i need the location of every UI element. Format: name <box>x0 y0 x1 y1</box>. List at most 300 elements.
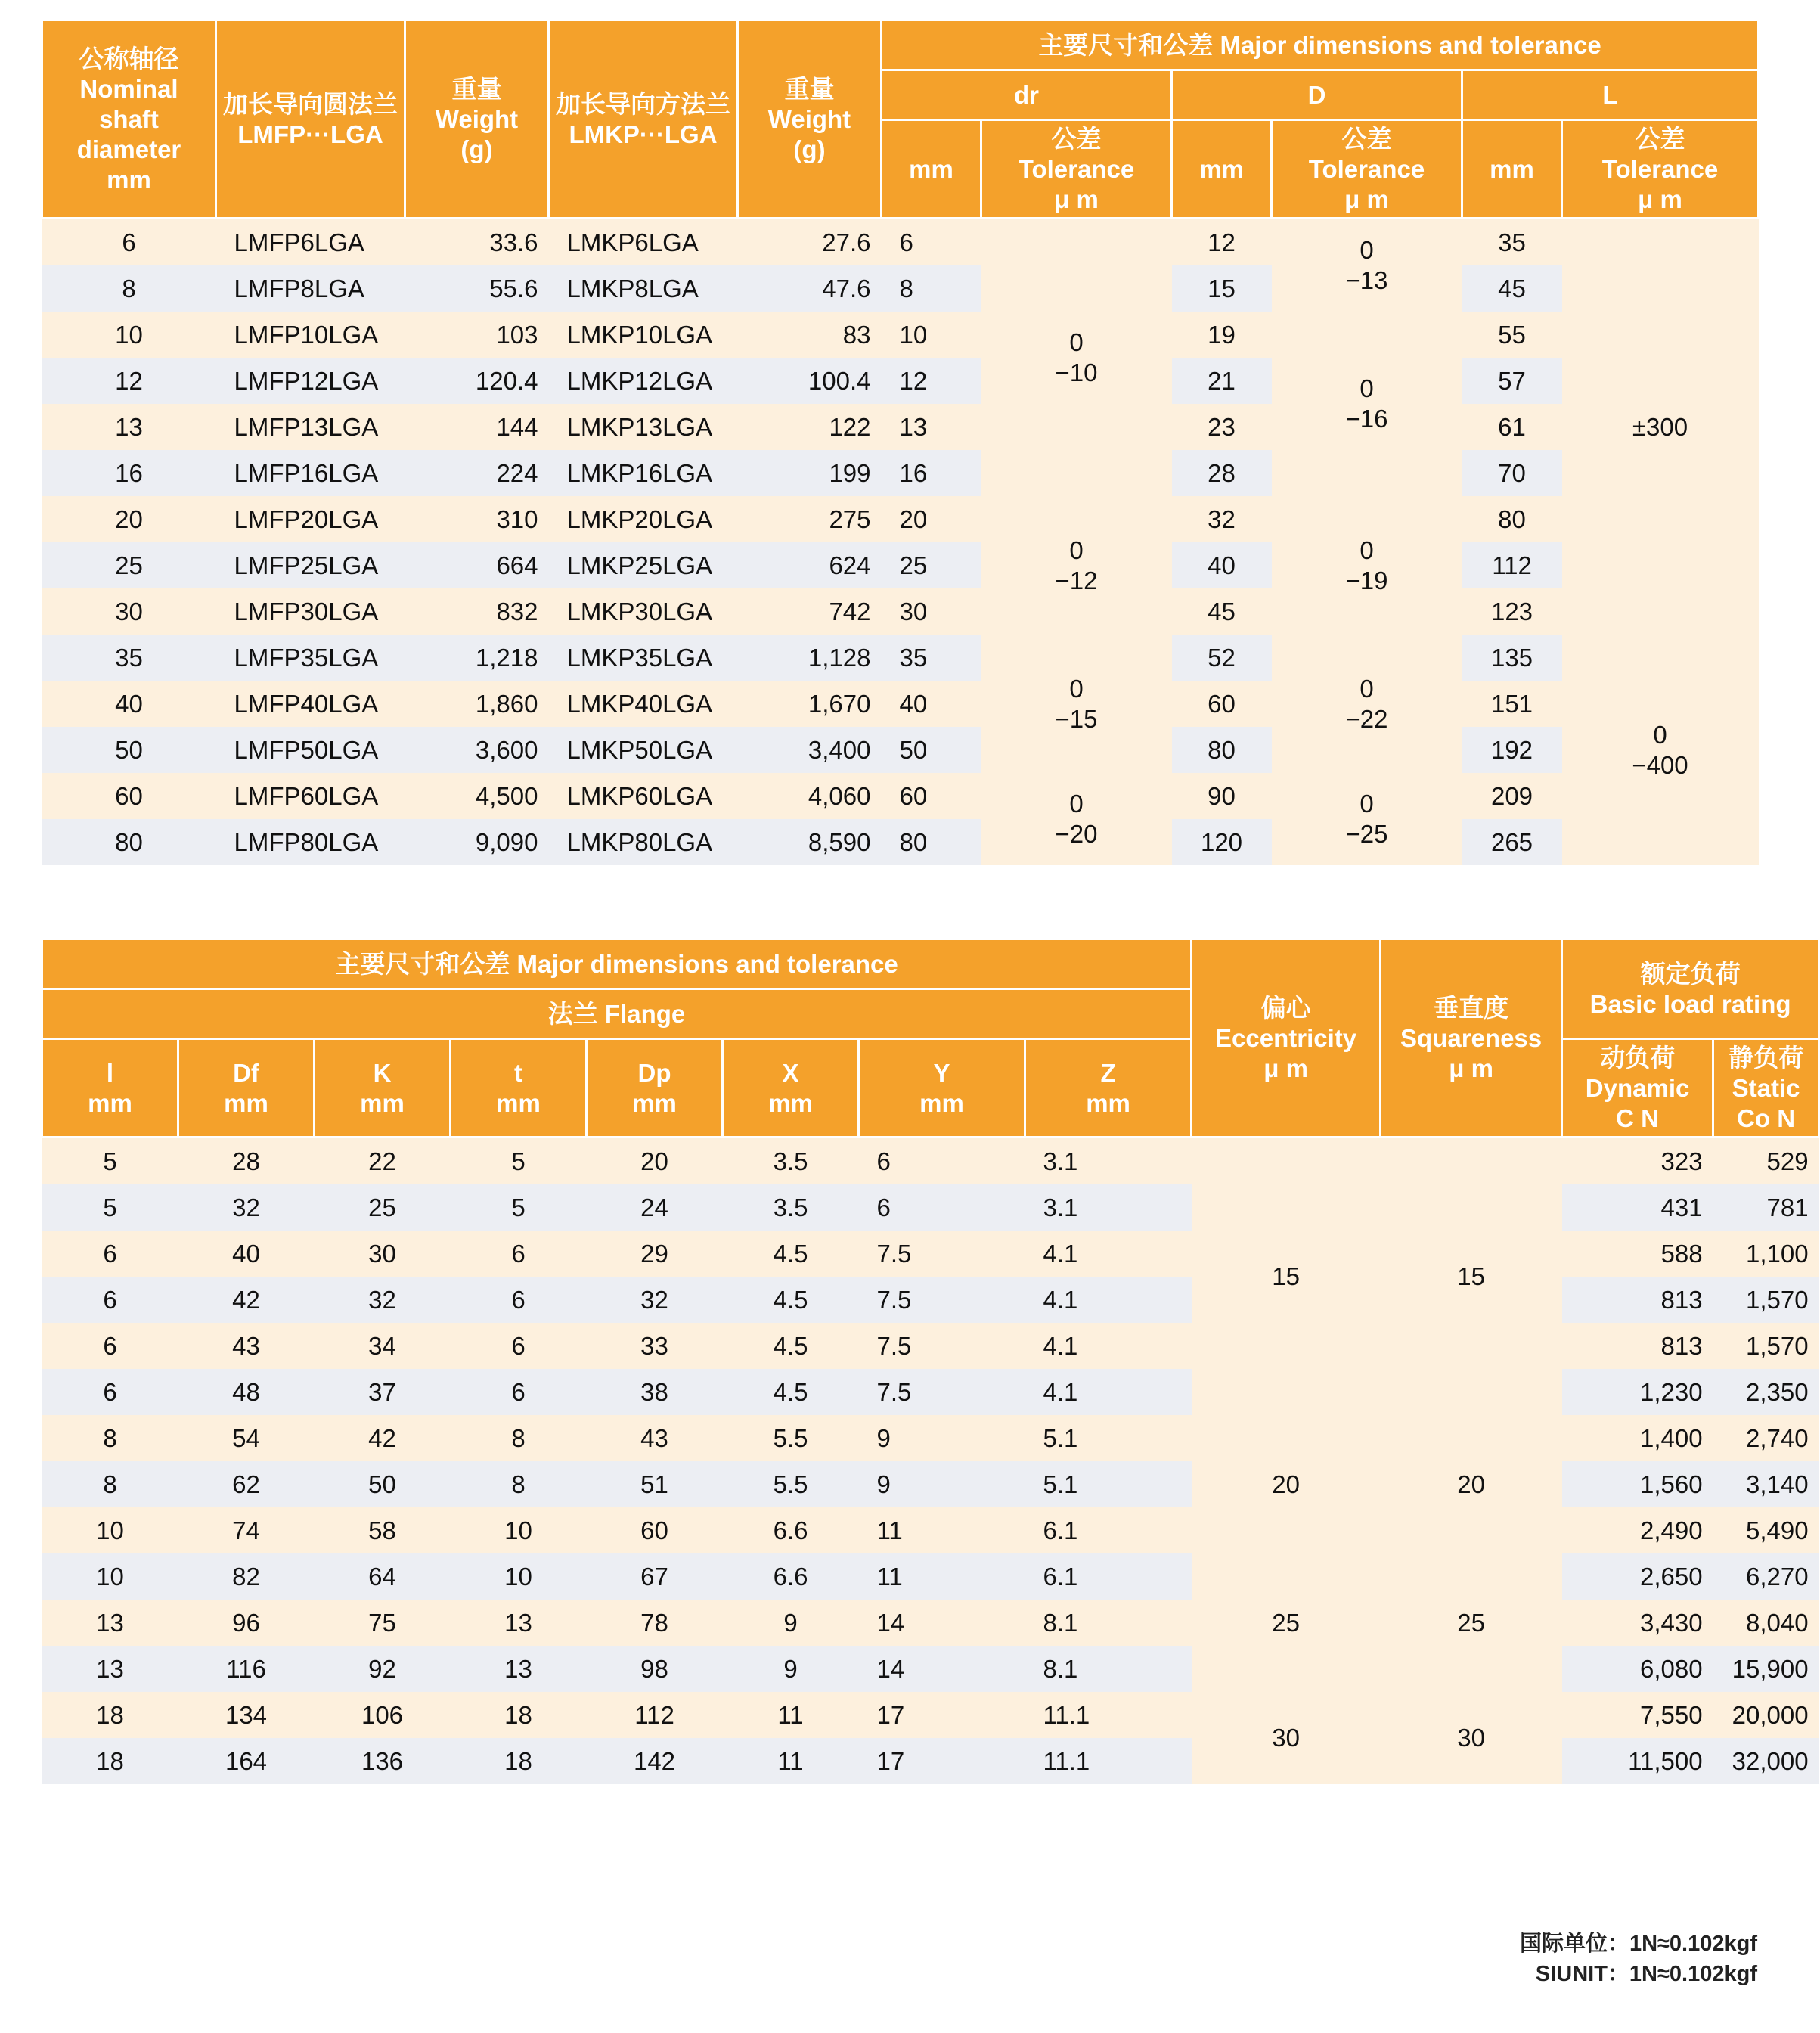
cell-Y: 14 <box>859 1600 1025 1646</box>
cell-Dp: 51 <box>587 1461 723 1507</box>
cell-weight-lmkp: 8,590 <box>738 819 882 865</box>
cell-Df: 74 <box>178 1507 315 1553</box>
cell-weight-lmkp: 1,670 <box>738 681 882 727</box>
cell-t: 10 <box>451 1507 587 1553</box>
squareness-group: 20 <box>1381 1415 1562 1553</box>
cell-t: 18 <box>451 1738 587 1784</box>
cell-dr: 8 <box>882 265 981 312</box>
cell-weight-lmfp: 120.4 <box>405 358 549 404</box>
cell-t: 10 <box>451 1553 587 1600</box>
cell-Df: 54 <box>178 1415 315 1461</box>
cell-weight-lmfp: 3,600 <box>405 727 549 773</box>
D-tolerance-group: 0 −25 <box>1272 773 1462 865</box>
cell-Dp: 98 <box>587 1646 723 1692</box>
cell-X: 5.5 <box>723 1461 859 1507</box>
table-row <box>42 450 1759 496</box>
L-tolerance-group: ±300 <box>1562 219 1759 635</box>
header-Dp: Dp mm <box>587 1039 723 1138</box>
header-L: L <box>1462 70 1759 120</box>
cell-Y: 6 <box>859 1138 1025 1185</box>
cell-Df: 28 <box>178 1138 315 1185</box>
header-lmkp-model: 加长导向方法兰 LMKP···LGA <box>549 20 738 219</box>
cell-D: 12 <box>1172 219 1272 266</box>
cell-L: 265 <box>1462 819 1562 865</box>
cell-Y: 6 <box>859 1184 1025 1231</box>
cell-lmfp: LMFP20LGA <box>216 496 405 542</box>
cell-K: 64 <box>315 1553 451 1600</box>
cell-static: 1,570 <box>1713 1323 1819 1369</box>
cell-dynamic: 1,230 <box>1562 1369 1713 1415</box>
cell-weight-lmkp: 122 <box>738 404 882 450</box>
table-row <box>42 496 1759 542</box>
header-static-load: 静负荷 Static Co N <box>1713 1039 1819 1138</box>
eccentricity-group: 30 <box>1192 1692 1381 1784</box>
cell-lmfp: LMFP16LGA <box>216 450 405 496</box>
D-tolerance-group: 0 −22 <box>1272 635 1462 773</box>
table-row <box>42 635 1759 681</box>
cell-L: 61 <box>1462 404 1562 450</box>
header-Z: Z mm <box>1025 1039 1192 1138</box>
cell-weight-lmfp: 664 <box>405 542 549 588</box>
cell-nominal: 10 <box>42 312 216 358</box>
cell-lmkp: LMKP16LGA <box>549 450 738 496</box>
cell-Dp: 43 <box>587 1415 723 1461</box>
cell-Df: 48 <box>178 1369 315 1415</box>
cell-D: 60 <box>1172 681 1272 727</box>
cell-D: 19 <box>1172 312 1272 358</box>
cell-X: 9 <box>723 1600 859 1646</box>
cell-Df: 134 <box>178 1692 315 1738</box>
cell-nominal: 6 <box>42 219 216 266</box>
cell-Y: 9 <box>859 1461 1025 1507</box>
cell-K: 75 <box>315 1600 451 1646</box>
cell-weight-lmkp: 624 <box>738 542 882 588</box>
cell-dr: 6 <box>882 219 981 266</box>
cell-t: 5 <box>451 1138 587 1185</box>
header-D-tolerance: 公差 Tolerance μ m <box>1272 120 1462 219</box>
cell-Z: 5.1 <box>1025 1461 1192 1507</box>
cell-D: 23 <box>1172 404 1272 450</box>
cell-l: 13 <box>42 1646 178 1692</box>
cell-L: 80 <box>1462 496 1562 542</box>
cell-static: 20,000 <box>1713 1692 1819 1738</box>
cell-t: 6 <box>451 1231 587 1277</box>
cell-X: 4.5 <box>723 1231 859 1277</box>
cell-dynamic: 2,490 <box>1562 1507 1713 1553</box>
cell-weight-lmfp: 224 <box>405 450 549 496</box>
cell-static: 1,570 <box>1713 1277 1819 1323</box>
cell-t: 8 <box>451 1461 587 1507</box>
cell-lmkp: LMKP25LGA <box>549 542 738 588</box>
cell-K: 106 <box>315 1692 451 1738</box>
cell-l: 6 <box>42 1277 178 1323</box>
cell-dynamic: 813 <box>1562 1277 1713 1323</box>
cell-static: 2,740 <box>1713 1415 1819 1461</box>
cell-static: 1,100 <box>1713 1231 1819 1277</box>
cell-D: 120 <box>1172 819 1272 865</box>
cell-D: 45 <box>1172 588 1272 635</box>
cell-Dp: 29 <box>587 1231 723 1277</box>
cell-Z: 3.1 <box>1025 1184 1192 1231</box>
cell-lmkp: LMKP40LGA <box>549 681 738 727</box>
cell-lmkp: LMKP6LGA <box>549 219 738 266</box>
cell-dr: 35 <box>882 635 981 681</box>
table-row <box>42 773 1759 819</box>
cell-Df: 43 <box>178 1323 315 1369</box>
cell-dr: 12 <box>882 358 981 404</box>
dr-tolerance-group: 0 −12 <box>981 496 1172 635</box>
cell-dynamic: 323 <box>1562 1138 1713 1185</box>
cell-t: 6 <box>451 1277 587 1323</box>
cell-Z: 8.1 <box>1025 1646 1192 1692</box>
cell-nominal: 25 <box>42 542 216 588</box>
cell-K: 136 <box>315 1738 451 1784</box>
cell-l: 10 <box>42 1507 178 1553</box>
cell-X: 4.5 <box>723 1323 859 1369</box>
cell-D: 52 <box>1172 635 1272 681</box>
cell-weight-lmkp: 1,128 <box>738 635 882 681</box>
cell-dynamic: 2,650 <box>1562 1553 1713 1600</box>
cell-nominal: 35 <box>42 635 216 681</box>
cell-X: 6.6 <box>723 1553 859 1600</box>
cell-dynamic: 1,400 <box>1562 1415 1713 1461</box>
cell-static: 8,040 <box>1713 1600 1819 1646</box>
header-dr: dr <box>882 70 1172 120</box>
cell-Dp: 24 <box>587 1184 723 1231</box>
cell-t: 18 <box>451 1692 587 1738</box>
cell-static: 5,490 <box>1713 1507 1819 1553</box>
cell-X: 3.5 <box>723 1184 859 1231</box>
cell-X: 3.5 <box>723 1138 859 1185</box>
table-row <box>42 1692 1819 1738</box>
table-row <box>42 312 1759 358</box>
cell-X: 5.5 <box>723 1415 859 1461</box>
squareness-group: 15 <box>1381 1138 1562 1416</box>
cell-t: 6 <box>451 1323 587 1369</box>
cell-weight-lmfp: 310 <box>405 496 549 542</box>
cell-Df: 42 <box>178 1277 315 1323</box>
footnote-line-si: SIUNIT：1N≈0.102kgf <box>1535 1962 1757 1986</box>
cell-dr: 40 <box>882 681 981 727</box>
table-row <box>42 1553 1819 1600</box>
cell-weight-lmfp: 144 <box>405 404 549 450</box>
header-major-dimensions-2: 主要尺寸和公差 Major dimensions and tolerance <box>42 939 1192 989</box>
cell-X: 11 <box>723 1738 859 1784</box>
cell-L: 209 <box>1462 773 1562 819</box>
cell-weight-lmfp: 832 <box>405 588 549 635</box>
cell-Z: 11.1 <box>1025 1738 1192 1784</box>
cell-lmfp: LMFP60LGA <box>216 773 405 819</box>
cell-Y: 7.5 <box>859 1277 1025 1323</box>
header-X: X mm <box>723 1039 859 1138</box>
cell-dynamic: 813 <box>1562 1323 1713 1369</box>
cell-weight-lmkp: 742 <box>738 588 882 635</box>
cell-K: 30 <box>315 1231 451 1277</box>
cell-dr: 13 <box>882 404 981 450</box>
cell-Y: 11 <box>859 1507 1025 1553</box>
cell-lmfp: LMFP80LGA <box>216 819 405 865</box>
header-major-dimensions: 主要尺寸和公差 Major dimensions and tolerance <box>882 20 1759 70</box>
cell-weight-lmkp: 3,400 <box>738 727 882 773</box>
cell-D: 15 <box>1172 265 1272 312</box>
cell-X: 6.6 <box>723 1507 859 1553</box>
cell-Z: 8.1 <box>1025 1600 1192 1646</box>
squareness-group: 30 <box>1381 1692 1562 1784</box>
cell-lmfp: LMFP50LGA <box>216 727 405 773</box>
cell-Z: 11.1 <box>1025 1692 1192 1738</box>
cell-l: 8 <box>42 1461 178 1507</box>
cell-l: 13 <box>42 1600 178 1646</box>
header-squareness: 垂直度 Squareness μ m <box>1381 939 1562 1138</box>
cell-X: 4.5 <box>723 1277 859 1323</box>
cell-weight-lmkp: 275 <box>738 496 882 542</box>
cell-Y: 9 <box>859 1415 1025 1461</box>
dr-tolerance-group: 0 −20 <box>981 773 1172 865</box>
cell-lmfp: LMFP6LGA <box>216 219 405 266</box>
dr-tolerance-group: 0 −10 <box>981 219 1172 497</box>
cell-D: 21 <box>1172 358 1272 404</box>
cell-L: 57 <box>1462 358 1562 404</box>
squareness-group: 25 <box>1381 1553 1562 1692</box>
cell-D: 32 <box>1172 496 1272 542</box>
cell-lmfp: LMFP13LGA <box>216 404 405 450</box>
cell-D: 90 <box>1172 773 1272 819</box>
cell-Y: 17 <box>859 1738 1025 1784</box>
cell-weight-lmkp: 83 <box>738 312 882 358</box>
cell-Z: 3.1 <box>1025 1138 1192 1185</box>
cell-Dp: 38 <box>587 1369 723 1415</box>
cell-Z: 6.1 <box>1025 1507 1192 1553</box>
cell-L: 151 <box>1462 681 1562 727</box>
table-row <box>42 358 1759 404</box>
cell-t: 5 <box>451 1184 587 1231</box>
cell-X: 4.5 <box>723 1369 859 1415</box>
cell-dynamic: 431 <box>1562 1184 1713 1231</box>
cell-D: 40 <box>1172 542 1272 588</box>
cell-Z: 4.1 <box>1025 1277 1192 1323</box>
cell-Dp: 32 <box>587 1277 723 1323</box>
cell-Df: 96 <box>178 1600 315 1646</box>
eccentricity-group: 20 <box>1192 1415 1381 1553</box>
cell-nominal: 12 <box>42 358 216 404</box>
cell-nominal: 50 <box>42 727 216 773</box>
cell-nominal: 8 <box>42 265 216 312</box>
dr-tolerance-group: 0 −15 <box>981 635 1172 773</box>
cell-Y: 7.5 <box>859 1231 1025 1277</box>
cell-dr: 80 <box>882 819 981 865</box>
cell-Df: 40 <box>178 1231 315 1277</box>
cell-Z: 6.1 <box>1025 1553 1192 1600</box>
cell-L: 55 <box>1462 312 1562 358</box>
cell-Df: 116 <box>178 1646 315 1692</box>
cell-nominal: 13 <box>42 404 216 450</box>
table-row <box>42 819 1759 865</box>
cell-lmkp: LMKP30LGA <box>549 588 738 635</box>
table-row <box>42 219 1759 266</box>
cell-nominal: 60 <box>42 773 216 819</box>
cell-Z: 4.1 <box>1025 1231 1192 1277</box>
cell-Dp: 20 <box>587 1138 723 1185</box>
cell-dr: 60 <box>882 773 981 819</box>
header-weight-lmfp: 重量 Weight (g) <box>405 20 549 219</box>
cell-lmfp: LMFP10LGA <box>216 312 405 358</box>
cell-weight-lmfp: 55.6 <box>405 265 549 312</box>
cell-K: 92 <box>315 1646 451 1692</box>
cell-Y: 14 <box>859 1646 1025 1692</box>
cell-lmkp: LMKP10LGA <box>549 312 738 358</box>
unit-footnote <box>1520 1929 1757 1989</box>
header-flange: 法兰 Flange <box>42 989 1192 1039</box>
header-dr-tolerance: 公差 Tolerance μ m <box>981 120 1172 219</box>
cell-weight-lmfp: 33.6 <box>405 219 549 266</box>
cell-Y: 7.5 <box>859 1369 1025 1415</box>
cell-dynamic: 11,500 <box>1562 1738 1713 1784</box>
cell-l: 6 <box>42 1369 178 1415</box>
cell-Z: 5.1 <box>1025 1415 1192 1461</box>
cell-weight-lmfp: 9,090 <box>405 819 549 865</box>
cell-Df: 62 <box>178 1461 315 1507</box>
cell-Y: 11 <box>859 1553 1025 1600</box>
cell-Z: 4.1 <box>1025 1323 1192 1369</box>
cell-lmfp: LMFP12LGA <box>216 358 405 404</box>
cell-lmfp: LMFP30LGA <box>216 588 405 635</box>
table-row <box>42 681 1759 727</box>
cell-L: 35 <box>1462 219 1562 266</box>
footnote-line-cn: 国际单位：1N≈0.102kgf <box>1519 1932 1757 1956</box>
cell-static: 3,140 <box>1713 1461 1819 1507</box>
header-nominal-diameter: 公称轴径 Nominal shaft diameter mm <box>42 20 216 219</box>
cell-weight-lmfp: 1,860 <box>405 681 549 727</box>
header-weight-lmkp: 重量 Weight (g) <box>738 20 882 219</box>
cell-Dp: 112 <box>587 1692 723 1738</box>
cell-weight-lmkp: 4,060 <box>738 773 882 819</box>
cell-K: 34 <box>315 1323 451 1369</box>
cell-nominal: 40 <box>42 681 216 727</box>
cell-weight-lmfp: 1,218 <box>405 635 549 681</box>
cell-lmkp: LMKP50LGA <box>549 727 738 773</box>
header-eccentricity: 偏心 Eccentricity μ m <box>1192 939 1381 1138</box>
cell-weight-lmfp: 103 <box>405 312 549 358</box>
cell-l: 18 <box>42 1738 178 1784</box>
cell-nominal: 30 <box>42 588 216 635</box>
cell-L: 135 <box>1462 635 1562 681</box>
cell-l: 10 <box>42 1553 178 1600</box>
cell-l: 5 <box>42 1138 178 1185</box>
cell-Y: 7.5 <box>859 1323 1025 1369</box>
header-D: D <box>1172 70 1462 120</box>
eccentricity-group: 25 <box>1192 1553 1381 1692</box>
cell-Dp: 33 <box>587 1323 723 1369</box>
header-D-mm: mm <box>1172 120 1272 219</box>
cell-nominal: 20 <box>42 496 216 542</box>
table-row <box>42 265 1759 312</box>
header-l: l mm <box>42 1039 178 1138</box>
cell-t: 8 <box>451 1415 587 1461</box>
cell-nominal: 16 <box>42 450 216 496</box>
cell-l: 6 <box>42 1323 178 1369</box>
cell-Dp: 60 <box>587 1507 723 1553</box>
cell-D: 28 <box>1172 450 1272 496</box>
cell-lmkp: LMKP13LGA <box>549 404 738 450</box>
cell-Dp: 142 <box>587 1738 723 1784</box>
cell-lmkp: LMKP12LGA <box>549 358 738 404</box>
cell-L: 112 <box>1462 542 1562 588</box>
cell-Y: 17 <box>859 1692 1025 1738</box>
cell-X: 9 <box>723 1646 859 1692</box>
cell-dynamic: 3,430 <box>1562 1600 1713 1646</box>
D-tolerance-group: 0 −13 <box>1272 219 1462 312</box>
header-dr-mm: mm <box>882 120 981 219</box>
table-row <box>42 1138 1819 1185</box>
cell-K: 25 <box>315 1184 451 1231</box>
table-row <box>42 404 1759 450</box>
cell-dr: 30 <box>882 588 981 635</box>
specification-table-upper <box>41 19 1760 865</box>
cell-l: 5 <box>42 1184 178 1231</box>
header-K: K mm <box>315 1039 451 1138</box>
cell-t: 13 <box>451 1600 587 1646</box>
cell-dr: 50 <box>882 727 981 773</box>
cell-L: 123 <box>1462 588 1562 635</box>
cell-static: 781 <box>1713 1184 1819 1231</box>
cell-dr: 20 <box>882 496 981 542</box>
header-Y: Y mm <box>859 1039 1025 1138</box>
table-row <box>42 1415 1819 1461</box>
cell-lmkp: LMKP8LGA <box>549 265 738 312</box>
cell-weight-lmkp: 47.6 <box>738 265 882 312</box>
cell-K: 58 <box>315 1507 451 1553</box>
cell-K: 50 <box>315 1461 451 1507</box>
cell-L: 192 <box>1462 727 1562 773</box>
L-tolerance-group: 0 −400 <box>1562 635 1759 865</box>
table-row <box>42 542 1759 588</box>
cell-nominal: 80 <box>42 819 216 865</box>
cell-l: 8 <box>42 1415 178 1461</box>
cell-static: 6,270 <box>1713 1553 1819 1600</box>
cell-static: 32,000 <box>1713 1738 1819 1784</box>
cell-Dp: 78 <box>587 1600 723 1646</box>
cell-dynamic: 6,080 <box>1562 1646 1713 1692</box>
cell-lmkp: LMKP20LGA <box>549 496 738 542</box>
D-tolerance-group: 0 −16 <box>1272 312 1462 496</box>
cell-Df: 164 <box>178 1738 315 1784</box>
cell-weight-lmkp: 100.4 <box>738 358 882 404</box>
cell-L: 70 <box>1462 450 1562 496</box>
cell-lmkp: LMKP60LGA <box>549 773 738 819</box>
cell-dr: 25 <box>882 542 981 588</box>
cell-l: 18 <box>42 1692 178 1738</box>
cell-t: 13 <box>451 1646 587 1692</box>
header-dynamic-load: 动负荷 Dynamic C N <box>1562 1039 1713 1138</box>
cell-Df: 82 <box>178 1553 315 1600</box>
cell-l: 6 <box>42 1231 178 1277</box>
cell-K: 42 <box>315 1415 451 1461</box>
cell-Df: 32 <box>178 1184 315 1231</box>
cell-K: 32 <box>315 1277 451 1323</box>
cell-static: 529 <box>1713 1138 1819 1185</box>
eccentricity-group: 15 <box>1192 1138 1381 1416</box>
cell-lmfp: LMFP40LGA <box>216 681 405 727</box>
cell-D: 80 <box>1172 727 1272 773</box>
header-L-tolerance: 公差 Tolerance μ m <box>1562 120 1759 219</box>
cell-K: 22 <box>315 1138 451 1185</box>
cell-X: 11 <box>723 1692 859 1738</box>
cell-weight-lmfp: 4,500 <box>405 773 549 819</box>
cell-static: 2,350 <box>1713 1369 1819 1415</box>
cell-dr: 16 <box>882 450 981 496</box>
cell-dynamic: 1,560 <box>1562 1461 1713 1507</box>
cell-dynamic: 588 <box>1562 1231 1713 1277</box>
